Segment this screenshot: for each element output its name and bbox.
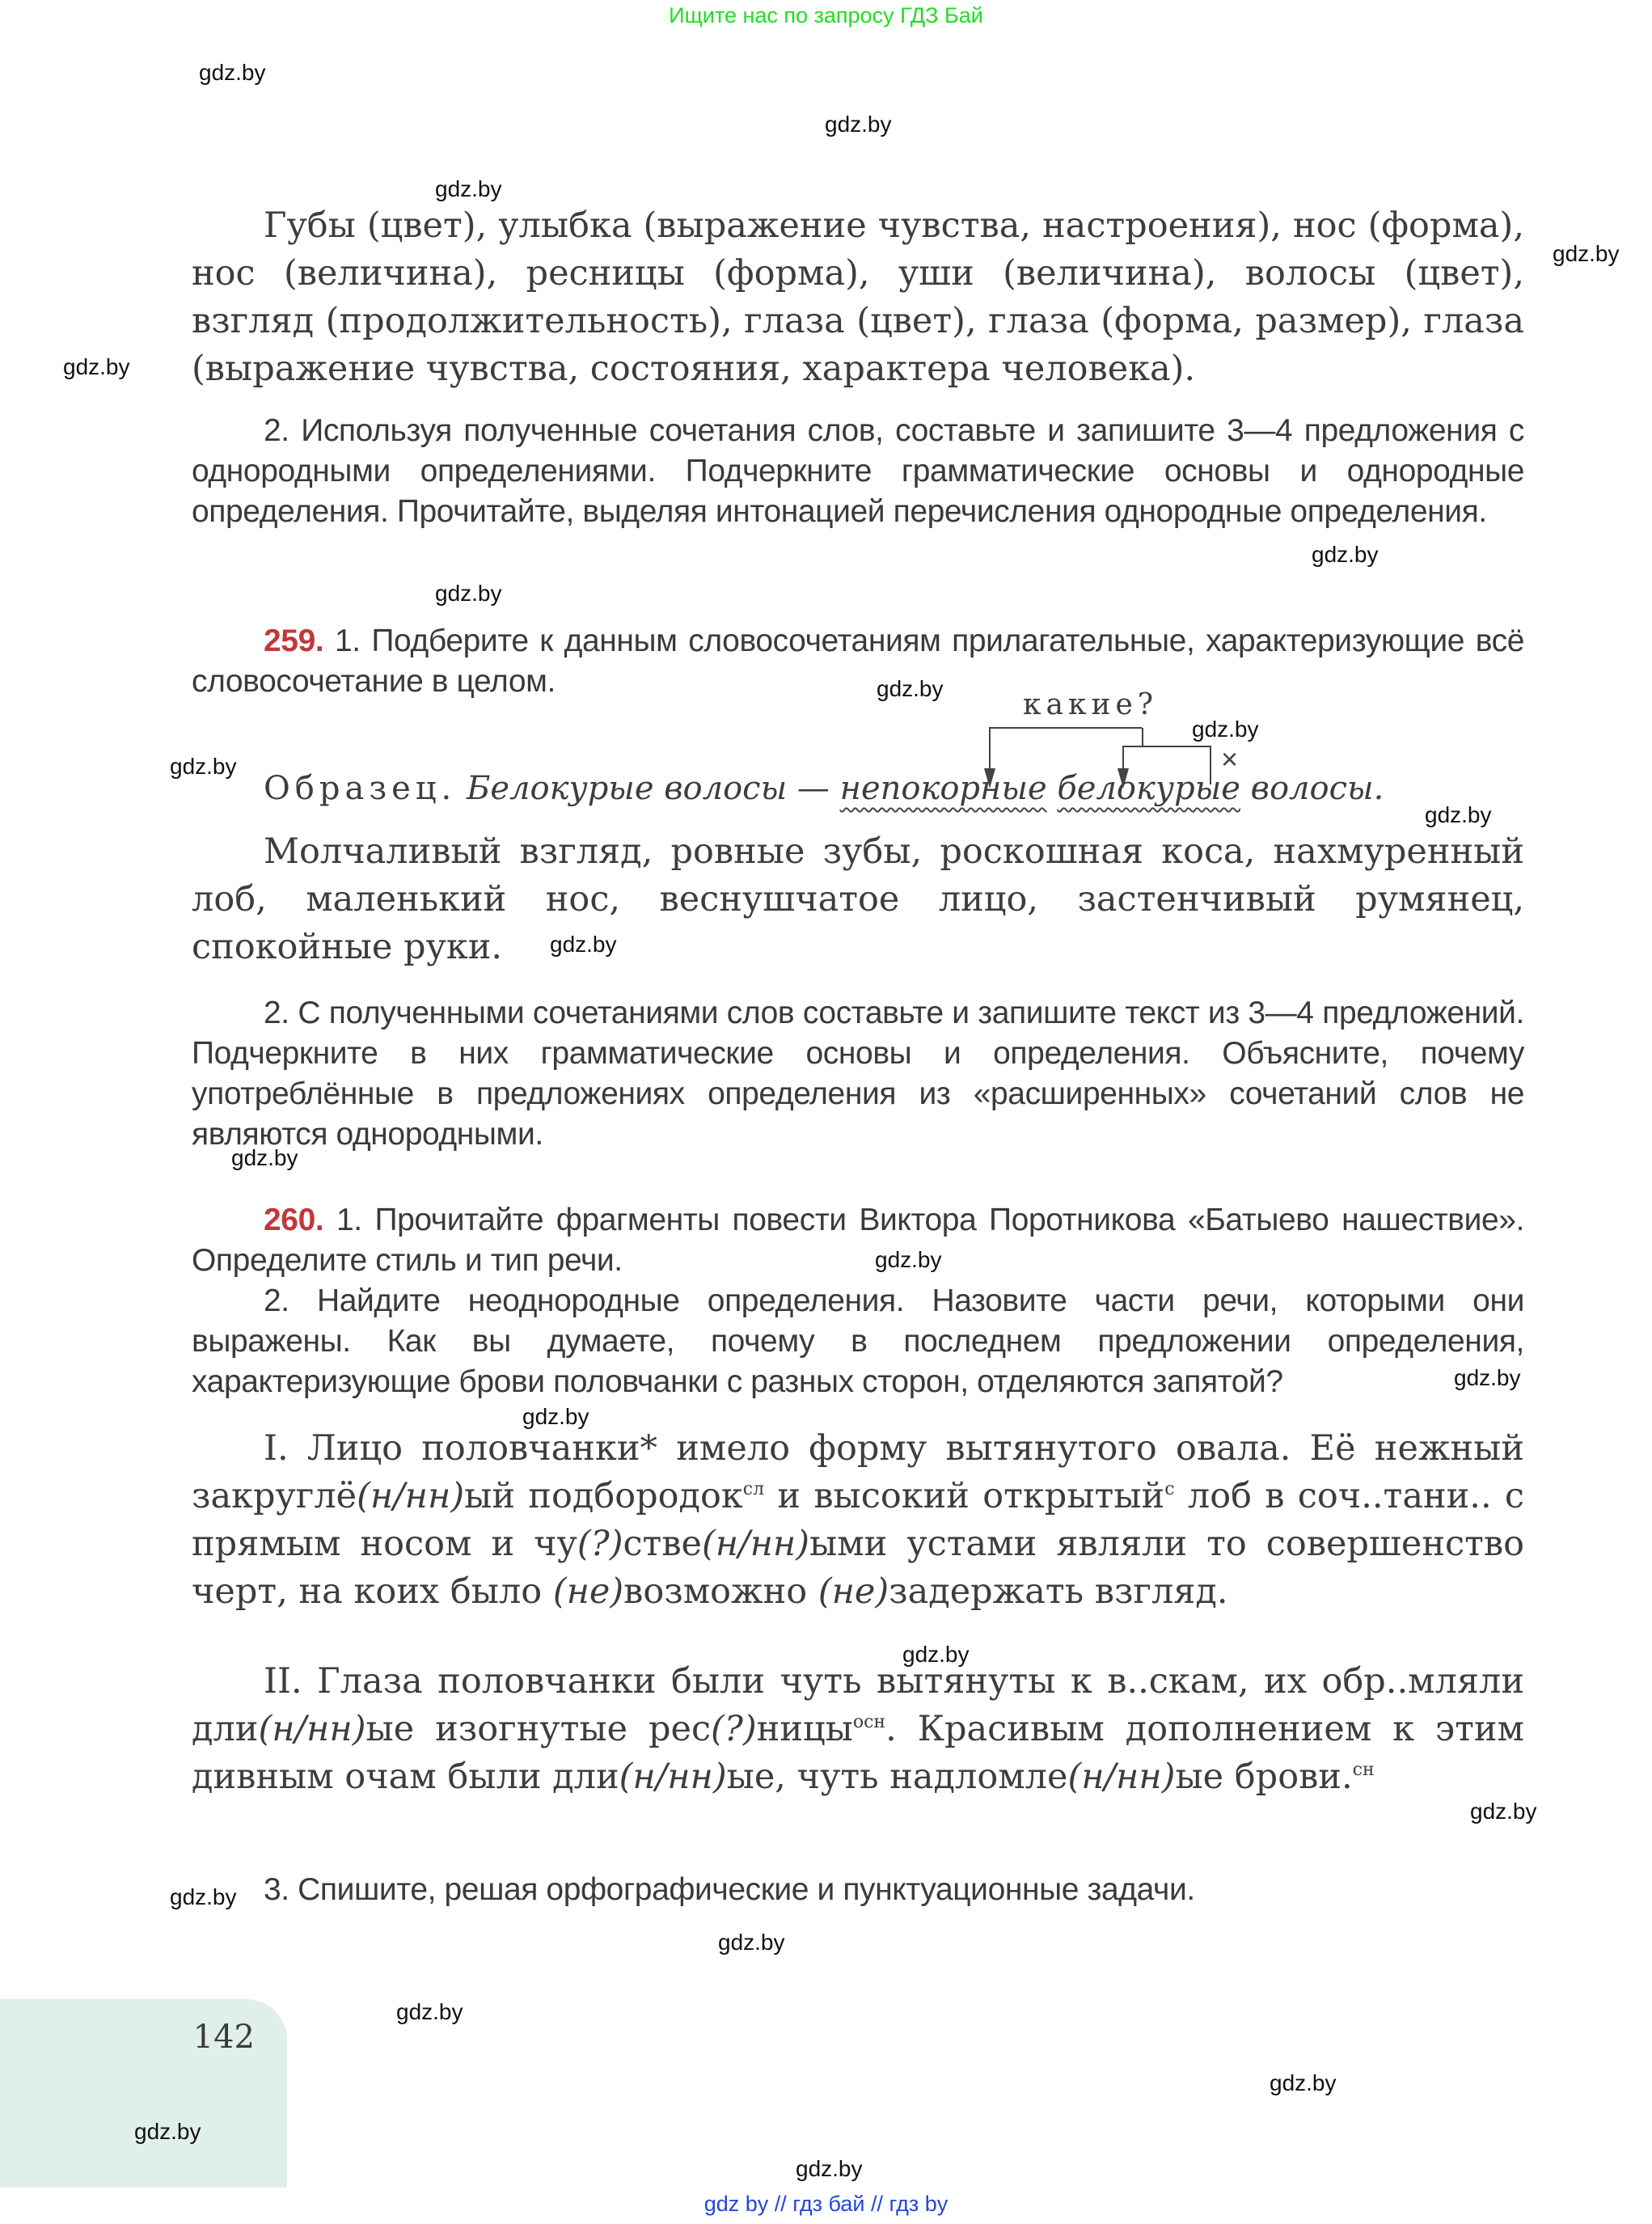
exercise-number: 259. bbox=[264, 624, 324, 658]
watermark: gdz.by bbox=[170, 1884, 237, 1909]
spelling-gap: (н/нн) bbox=[1067, 1757, 1176, 1797]
exercise-260-task3: 3. Спишите, решая орфографические и пунктуационные задачи. bbox=[264, 1872, 1195, 1907]
watermark: gdz.by bbox=[1425, 802, 1492, 827]
fragment-text: . Красивым дополнением к этим дивным очам были дли bbox=[192, 1709, 1525, 1797]
sample-adjective-1: непокорные bbox=[839, 770, 1047, 807]
sample-phrase: Белокурые волосы — bbox=[466, 770, 830, 807]
spelling-gap: (не) bbox=[818, 1571, 889, 1612]
watermark: gdz.by bbox=[1470, 1799, 1537, 1824]
watermark: gdz.by bbox=[718, 1930, 785, 1955]
watermark: gdz.by bbox=[134, 2119, 201, 2144]
exercise-260-task1 bbox=[192, 1200, 1524, 1281]
word-marker: с bbox=[1164, 1479, 1175, 1499]
task-text: 1. Подберите к данным словосочетаниям прилагательные, характеризующие всё словосочетание в целом. bbox=[192, 624, 1524, 699]
fragment-text: и высокий открытый bbox=[764, 1476, 1165, 1516]
watermark: gdz.by bbox=[825, 112, 892, 137]
watermark: gdz.by bbox=[1454, 1365, 1521, 1390]
fragment-text: лоб в соч..тани.. с прямым носом и чу bbox=[192, 1476, 1524, 1564]
watermark: gdz.by bbox=[522, 1404, 589, 1429]
exercise-number: 260. bbox=[264, 1203, 324, 1237]
fragment-text: стве bbox=[623, 1524, 702, 1564]
watermark: gdz.by bbox=[875, 1247, 942, 1272]
page-number-tab bbox=[0, 1999, 287, 2188]
fragment-text: ницы bbox=[756, 1709, 853, 1749]
fragment-text: возможно bbox=[623, 1571, 818, 1612]
fragment-text: ые, чуть надломле bbox=[726, 1757, 1068, 1797]
exercise-260-task2: 2. Найдите неоднородные определения. Назовите части речи, которыми они выражены. Как вы думаете, почему в последнем предложении определения, характеризующие брови половчанки с разных сторон, отделяются запятой? bbox=[192, 1283, 1524, 1399]
sample-adjective-2: белокурые bbox=[1057, 770, 1240, 807]
watermark: gdz.by bbox=[435, 176, 502, 201]
fragment-text: ые изогнутые рес bbox=[365, 1709, 712, 1749]
watermark: gdz.by bbox=[550, 932, 617, 957]
watermark: gdz.by bbox=[1312, 542, 1379, 567]
fragment-text: ый подбородок bbox=[464, 1476, 743, 1516]
diagram-question: какие? bbox=[1023, 688, 1159, 721]
exercise-259-task2: 2. С полученными сочетаниями слов составьте и запишите текст из 3—4 предложений. Подчеркните в них грамматические основы и определения. Объясните, почему употреблённые в предложениях определения из «расширенных» сочетаний слов не являются однородными. bbox=[192, 996, 1524, 1152]
watermark: gdz.by bbox=[199, 60, 266, 85]
word-marker: сн bbox=[1352, 1760, 1375, 1780]
fragment-text: задержать взгляд. bbox=[889, 1571, 1228, 1612]
fragment-text: ые брови. bbox=[1175, 1757, 1353, 1797]
spelling-gap: (н/нн) bbox=[702, 1524, 810, 1564]
word-list: Губы (цвет), улыбка (выражение чувства, настроения), нос (форма), нос (величина), ресницы (форма), уши (величина), волосы (цвет), взгляд (продолжительность), глаза (цвет), глаза (форма, размер), глаза (выражение чувства, состояния, характера человека). bbox=[192, 205, 1524, 389]
spelling-gap: (н/нн) bbox=[619, 1757, 727, 1797]
watermark: gdz.by bbox=[435, 581, 502, 606]
fragment-text: ыми устами являли то совершенство черт, на коих было bbox=[192, 1524, 1524, 1612]
spelling-gap: (?) bbox=[577, 1524, 623, 1564]
spelling-gap: (н/нн) bbox=[357, 1476, 465, 1516]
spelling-gap: (?) bbox=[711, 1709, 757, 1749]
watermark: gdz.by bbox=[902, 1642, 970, 1667]
watermark: gdz.by bbox=[170, 754, 237, 779]
phrase-list: Молчаливый взгляд, ровные зубы, роскошная коса, нахмуренный лоб, маленький нос, веснушчатое лицо, застенчивый румянец, спокойные руки. bbox=[192, 831, 1524, 967]
sample-label: Образец. bbox=[264, 770, 457, 807]
watermark: gdz.by bbox=[396, 1999, 463, 2024]
watermark: gdz.by bbox=[231, 1145, 298, 1170]
word-marker: сл bbox=[742, 1479, 765, 1499]
fragment-text: II. Глаза половчанки были чуть вытянуты к в..скам, их обр..мляли дли bbox=[192, 1661, 1524, 1749]
watermark: gdz.by bbox=[877, 676, 944, 701]
cross-mark-icon: × bbox=[1221, 742, 1239, 776]
watermark: gdz.by bbox=[1270, 2070, 1337, 2095]
text-fragment-1 bbox=[192, 1425, 1524, 1616]
task-text: 2. Используя полученные сочетания слов, составьте и запишите 3—4 предложения с однородными определениями. Подчеркните грамматические основы и однородные определения. Прочитайте, выделяя интонацией перечисления однородные определения. bbox=[192, 413, 1524, 529]
watermark: gdz.by bbox=[796, 2156, 863, 2181]
task-text: 1. Прочитайте фрагменты повести Виктора Поротникова «Батыево нашествие». Определите стиль и тип речи. bbox=[192, 1203, 1525, 1278]
sample-line bbox=[264, 765, 1384, 813]
exercise-259-task1 bbox=[192, 621, 1524, 702]
sample-noun: волосы. bbox=[1250, 770, 1384, 807]
word-marker: осн bbox=[852, 1712, 886, 1732]
watermark: gdz.by bbox=[1553, 241, 1620, 266]
footer-links[interactable]: gdz by // гдз бай // гдз by bbox=[703, 2192, 949, 2216]
watermark: gdz.by bbox=[63, 354, 130, 379]
spelling-gap: (н/нн) bbox=[258, 1709, 366, 1749]
page-number: 142 bbox=[192, 2019, 255, 2056]
fragment-text: I. Лицо половчанки* имело форму вытянутого овала. Её нежный закруглё bbox=[192, 1428, 1524, 1516]
spelling-gap: (не) bbox=[552, 1571, 624, 1612]
text-fragment-2 bbox=[192, 1658, 1524, 1801]
search-banner: Ищите нас по запросу ГДЗ Бай bbox=[669, 3, 983, 27]
watermark: gdz.by bbox=[1192, 717, 1259, 742]
